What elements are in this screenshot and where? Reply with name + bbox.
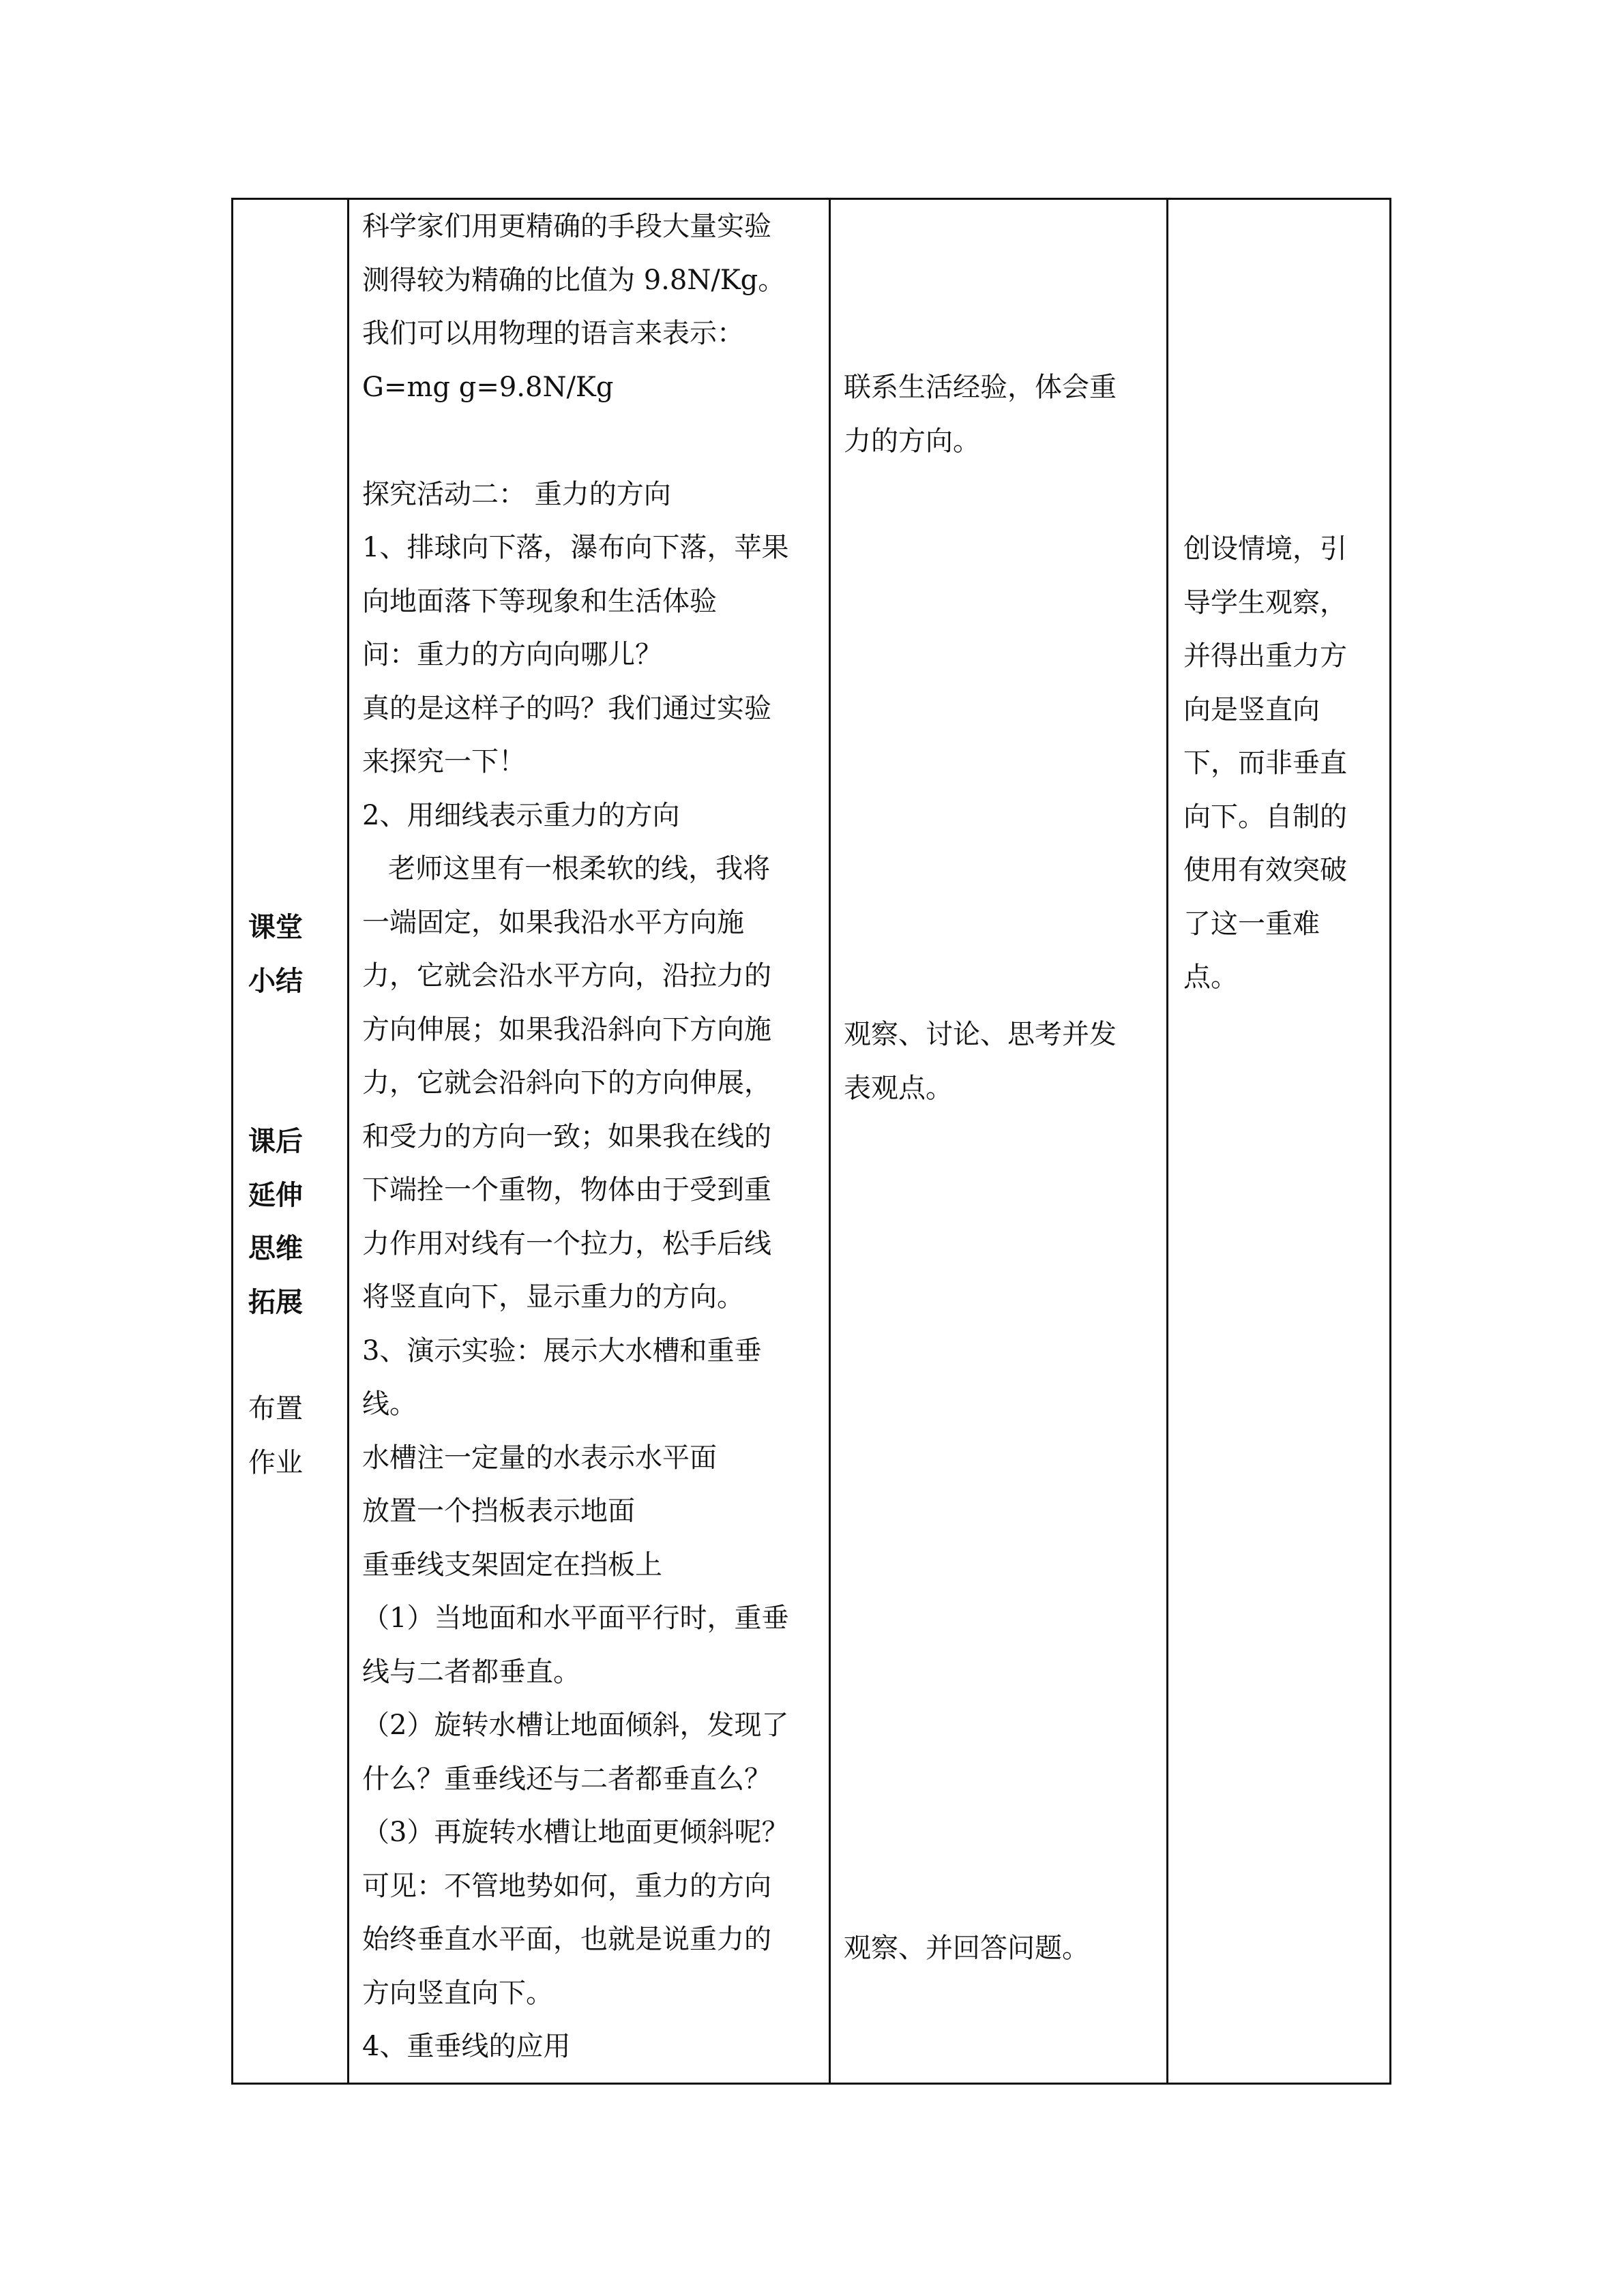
student-activity-3: 观察、并回答问题。 xyxy=(844,1933,1089,1964)
student-activity-1: 联系生活经验，体会重 力的方向。 xyxy=(844,372,1117,457)
column-divider-3 xyxy=(1166,198,1168,2085)
column-divider-1 xyxy=(347,198,349,2085)
teacher-activity-content: 科学家们用更精确的手段大量实验 测得较为精确的比值为 9.8N/Kg。 我们可以用物理的语言来表示： G=mg g=9.8N/Kg 探究活动二： 重力的方向 1、排球向下落，瀑布向下落，苹果 向地面落下等现象和生活体验 问：重力的方向向哪儿？ 真的是这样子的吗？我们通过实验 来探究一下！ 2、用细线表示重力的方向 老师这里有一根柔软的线，我将 一端固定，如果我沿水平方向施 力，它就会沿水平方向，沿拉力的 方向伸展；如果我沿斜向下方向施 力，它就会沿斜向下的方向伸展， 和受力的方向一致；如果我在线的 下端拴一个重物，物体由于受到重 力作用对线有一个拉力，松手后线 将竖直向下，显示重力的方向。 3、演示实验：展示大水槽和重垂 线。 水槽注一定量的水表示水平面 放置一个挡板表示地面 重垂线支架固定在挡板上 （1）当地面和水平面平行时，重垂 线与二者都垂直。 （2）旋转水槽让地面倾斜，发现了 什么？重垂线还与二者都垂直么？ （3）再旋转水槽让地面更倾斜呢？ 可见：不管地势如何，重力的方向 始终垂直水平面，也就是说重力的 方向竖直向下。 4、重垂线的应用 xyxy=(362,211,789,2062)
design-intent: 创设情境，引 导学生观察， 并得出重力方 向是竖直向 下，而非垂直 向下。自制的 使用有效突破 了这一重难 点。 xyxy=(1183,533,1347,993)
label-class-summary: 课堂 小结 xyxy=(248,911,303,997)
table-bottom-border xyxy=(231,2083,1391,2085)
table-right-border xyxy=(1389,198,1391,2085)
label-after-class-extension: 课后 延伸 思维 拓展 xyxy=(248,1125,303,1318)
student-activity-2: 观察、讨论、思考并发 表观点。 xyxy=(844,1019,1117,1104)
table-left-border xyxy=(231,198,233,2085)
column-divider-2 xyxy=(829,198,831,2085)
label-homework: 布置 作业 xyxy=(248,1393,303,1478)
